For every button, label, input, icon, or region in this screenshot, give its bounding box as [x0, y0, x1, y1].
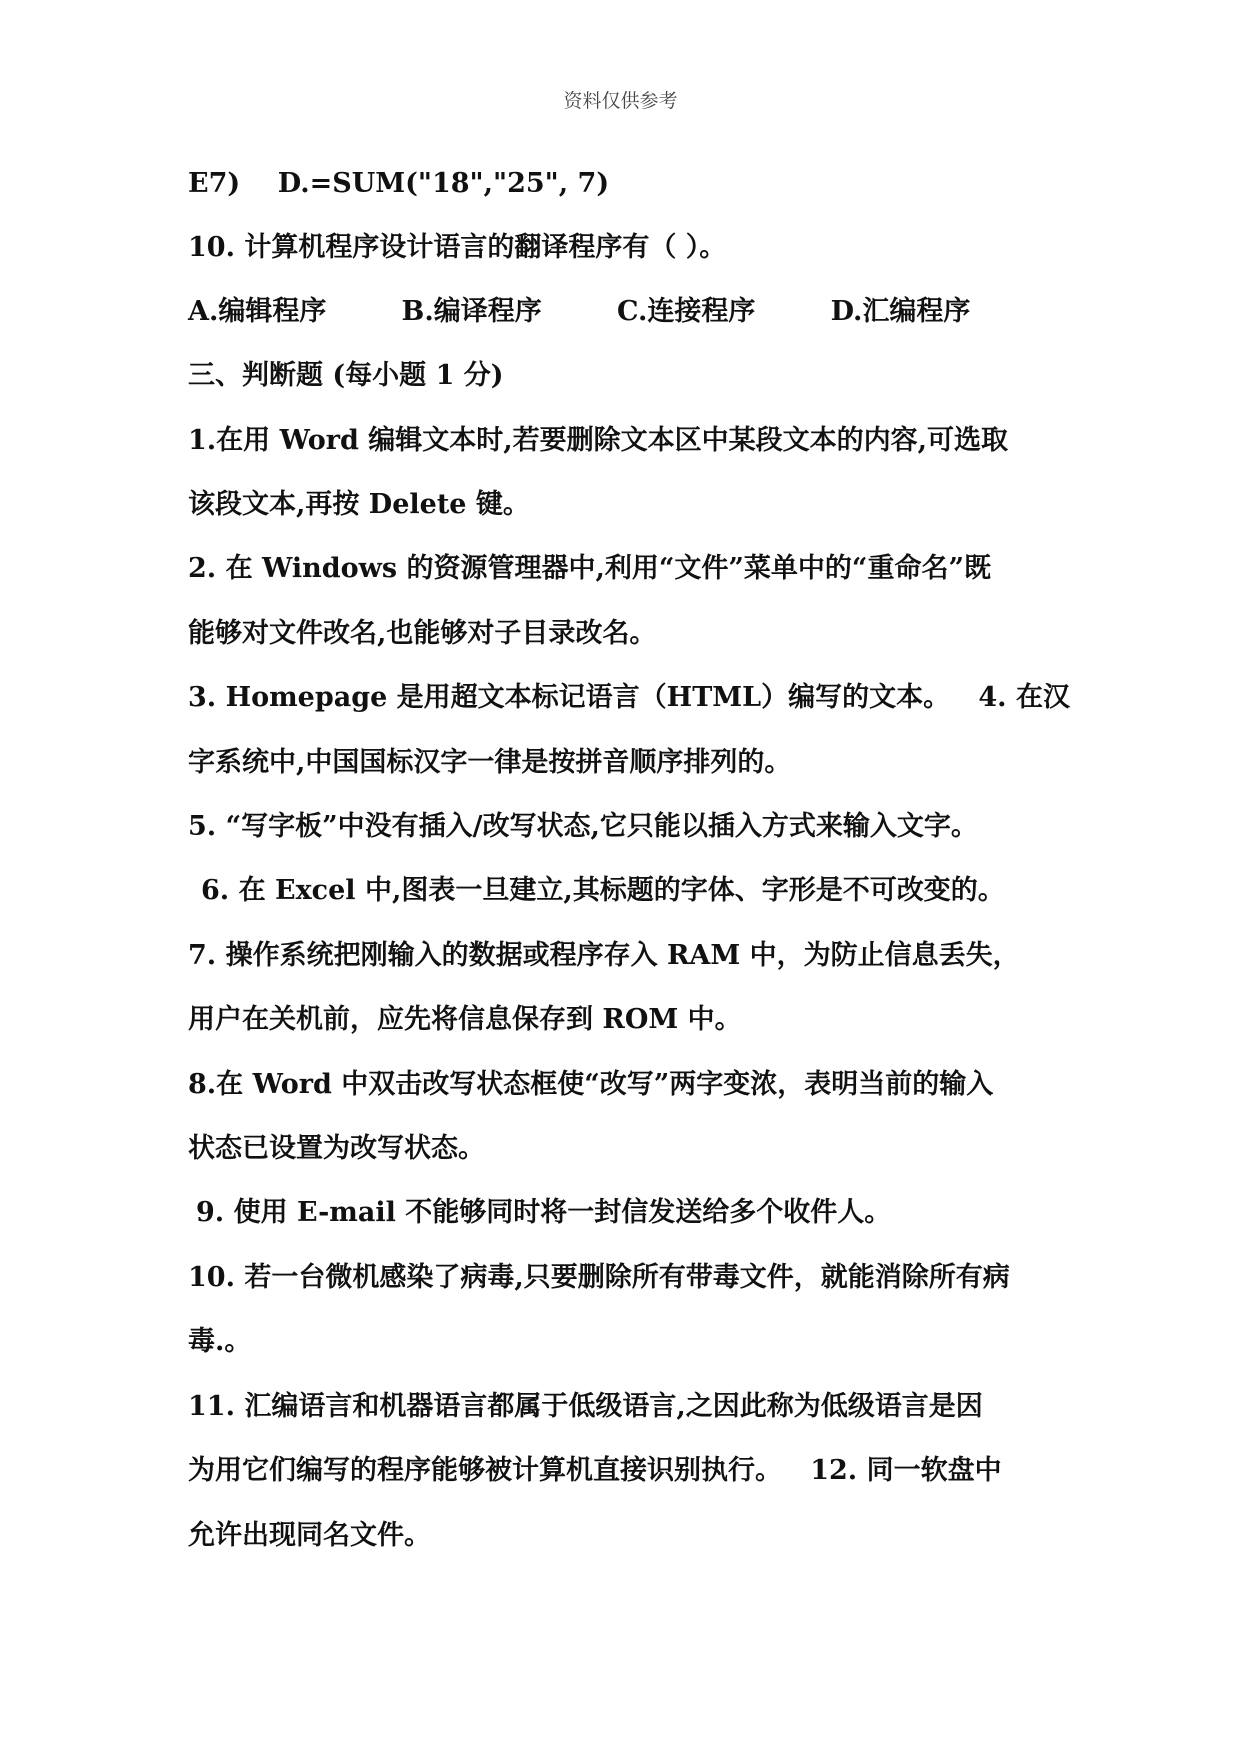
text-line: 用户在关机前，应先将信息保存到 ROM 中。: [188, 1004, 742, 1035]
text-line: 8.在 Word 中双击改写状态框使“改写”两字变浓，表明当前的输入: [188, 1069, 994, 1100]
text-line: 7. 操作系统把刚输入的数据或程序存入 RAM 中，为防止信息丢失，: [188, 940, 1020, 971]
section-heading: 三、判断题 (每小题 1 分): [188, 360, 504, 391]
question-10: 10. 计算机程序设计语言的翻译程序有（ ）。: [188, 232, 727, 263]
text-line: 该段文本,再按 Delete 键。: [188, 489, 530, 520]
text-line: 6. 在 Excel 中,图表一旦建立,其标题的字体、字形是不可改变的。: [201, 875, 1005, 906]
text-line: 10. 若一台微机感染了病毒,只要删除所有带毒文件，就能消除所有病: [188, 1262, 1010, 1293]
text-line: 为用它们编写的程序能够被计算机直接识别执行。 12. 同一软盘中: [188, 1455, 1002, 1486]
text-line: 5. “写字板”中没有插入/改写状态,它只能以插入方式来输入文字。: [188, 811, 978, 842]
text-line: 3. Homepage 是用超文本标记语言（HTML）编写的文本。 4. 在汉: [188, 682, 1070, 713]
text-line: 1.在用 Word 编辑文本时,若要删除文本区中某段文本的内容,可选取: [188, 425, 1009, 456]
page-header: 资料仅供参考: [563, 90, 678, 112]
text-line: 允许出现同名文件。: [188, 1520, 431, 1551]
text-line: 2. 在 Windows 的资源管理器中,利用“文件”菜单中的“重命名”既: [188, 553, 991, 584]
text-line: 毒.。: [188, 1326, 252, 1357]
text-line: 字系统中,中国国标汉字一律是按拼音顺序排列的。: [188, 747, 792, 778]
text-line: 能够对文件改名,也能够对子目录改名。: [188, 618, 657, 649]
question-10-options: A.编辑程序 B.编译程序 C.连接程序 D.汇编程序: [188, 296, 971, 327]
text-line: 11. 汇编语言和机器语言都属于低级语言,之因此称为低级语言是因: [188, 1391, 983, 1422]
text-line: 状态已设置为改写状态。: [188, 1133, 485, 1164]
text-line: E7) D.=SUM("18","25", 7): [188, 168, 610, 199]
text-line: 9. 使用 E-mail 不能够同时将一封信发送给多个收件人。: [196, 1197, 892, 1228]
